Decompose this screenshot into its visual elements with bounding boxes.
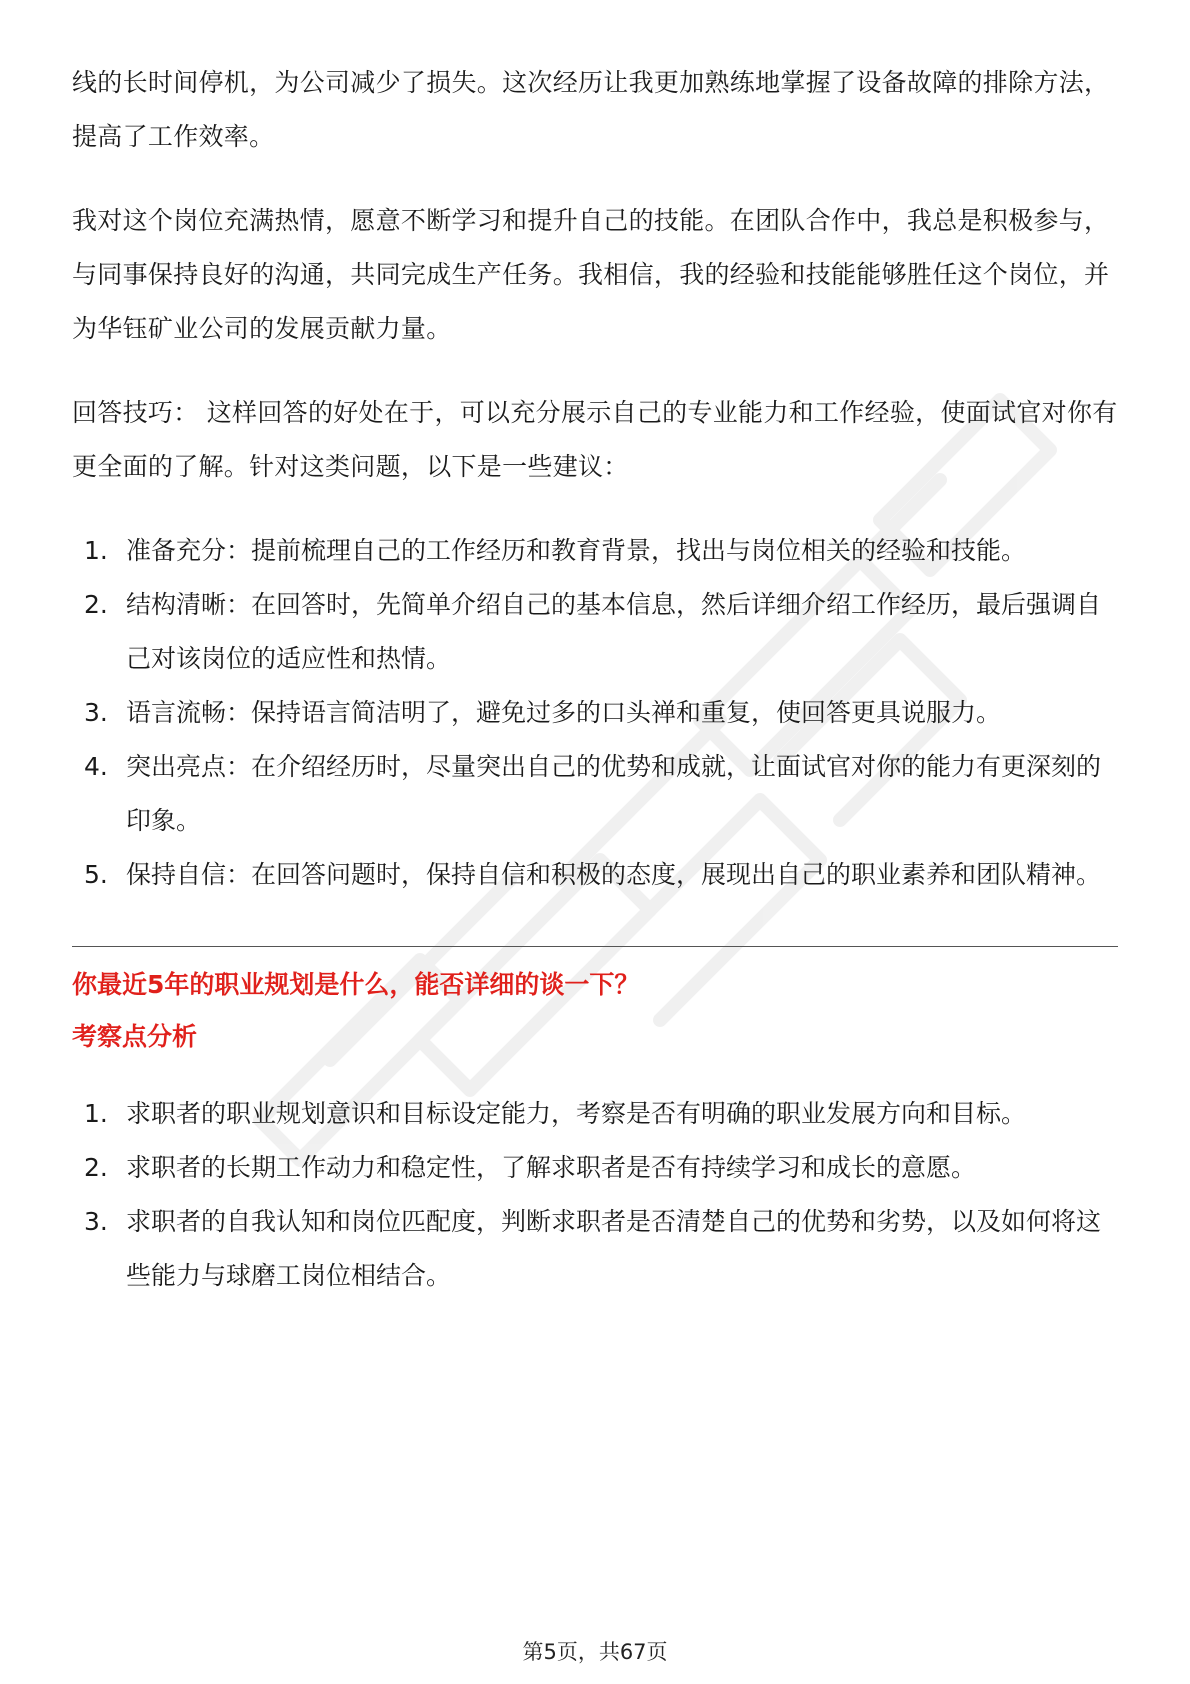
tips-list	[72, 524, 1118, 902]
analysis-heading: 考察点分析	[72, 1022, 198, 1051]
list-text: 准备充分：提前梳理自己的工作经历和教育背景，找出与岗位相关的经验和技能。	[126, 536, 1027, 565]
list-text: 结构清晰：在回答时，先简单介绍自己的基本信息，然后详细介绍工作经历，最后强调自己对该岗位的适应性和热情。	[126, 590, 1102, 673]
list-item	[72, 1087, 1118, 1141]
list-number: 1.	[84, 536, 108, 565]
paragraph-continuation: 线的长时间停机，为公司减少了损失。这次经历让我更加熟练地掌握了设备故障的排除方法，提高了工作效率。	[72, 68, 1110, 151]
list-number: 5.	[84, 860, 108, 889]
list-text: 语言流畅：保持语言简洁明了，避免过多的口头禅和重复，使回答更具说服力。	[126, 698, 1002, 727]
list-number: 4.	[84, 752, 108, 781]
question-heading: 你最近5年的职业规划是什么，能否详细的谈一下？	[72, 970, 640, 999]
paragraph-answer-tips-intro: 回答技巧： 这样回答的好处在于，可以充分展示自己的专业能力和工作经验，使面试官对你有更全面的了解。针对这类问题，以下是一些建议：	[72, 398, 1118, 481]
list-item	[72, 524, 1118, 578]
list-number: 1.	[84, 1099, 108, 1128]
list-text: 求职者的自我认知和岗位匹配度，判断求职者是否清楚自己的优势和劣势，以及如何将这些能力与球磨工岗位相结合。	[126, 1207, 1102, 1290]
list-number: 3.	[84, 1207, 108, 1236]
list-text: 求职者的长期工作动力和稳定性，了解求职者是否有持续学习和成长的意愿。	[126, 1153, 977, 1182]
section-divider	[72, 946, 1118, 947]
page-content	[72, 56, 1118, 1303]
list-item	[72, 740, 1118, 848]
list-item	[72, 1141, 1118, 1195]
list-text: 保持自信：在回答问题时，保持自信和积极的态度，展现出自己的职业素养和团队精神。	[126, 860, 1102, 889]
list-item	[72, 686, 1118, 740]
list-text: 突出亮点：在介绍经历时，尽量突出自己的优势和成就，让面试官对你的能力有更深刻的印象。	[126, 752, 1102, 835]
list-number: 2.	[84, 590, 108, 619]
list-item	[72, 578, 1118, 686]
list-item	[72, 848, 1118, 902]
list-number: 3.	[84, 698, 108, 727]
list-number: 2.	[84, 1153, 108, 1182]
list-text: 求职者的职业规划意识和目标设定能力，考察是否有明确的职业发展方向和目标。	[126, 1099, 1027, 1128]
page-number-footer: 第5页，共67页	[522, 1640, 668, 1664]
paragraph-enthusiasm: 我对这个岗位充满热情，愿意不断学习和提升自己的技能。在团队合作中，我总是积极参与，与同事保持良好的沟通，共同完成生产任务。我相信，我的经验和技能能够胜任这个岗位，并为华钰矿业公司的发展贡献力量。	[72, 206, 1110, 343]
analysis-list	[72, 1087, 1118, 1303]
list-item	[72, 1195, 1118, 1303]
